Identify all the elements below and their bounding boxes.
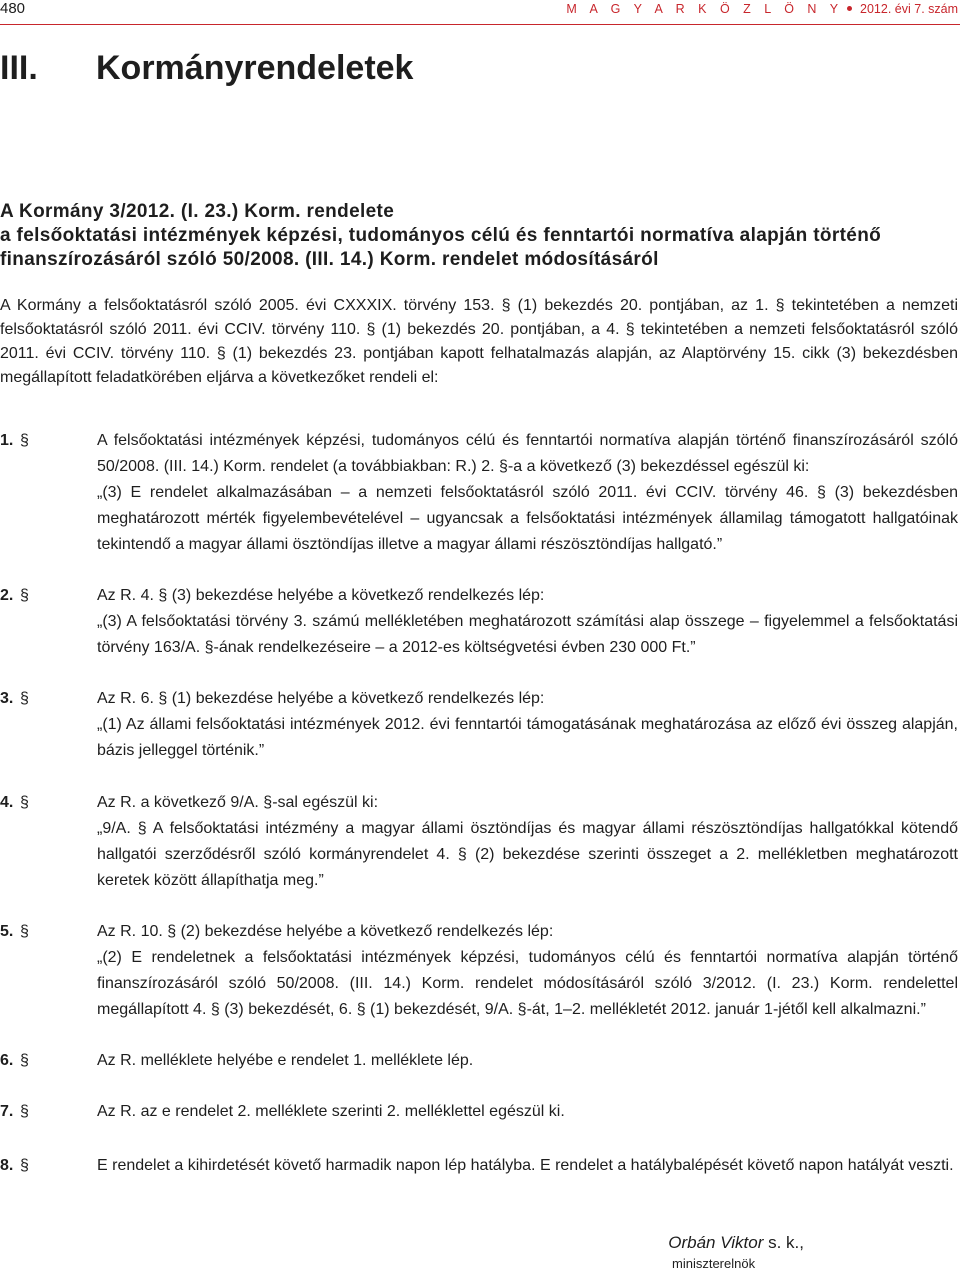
section-body xyxy=(97,583,958,661)
section-paragraph: „(3) A felsőoktatási törvény 3. számú mellékletében meghatározott számítási alap összege – figyelemmel a felsőoktatási törvény 163/A. §-ának rendelkezéseire – a 2012-es költségvetési évben 230 000 Ft.” xyxy=(97,613,958,656)
section-paragraph: Az R. a következő 9/A. §-sal egészül ki: xyxy=(97,794,379,811)
issue-number: 2012. évi 7. szám xyxy=(860,2,958,16)
section-sign: § xyxy=(20,794,29,811)
section-paragraph: A felsőoktatási intézmények képzési, tudományos célú és fenntartói normatíva alapján történő finanszírozásáról szóló 50/2008. (III. 14.) Korm. rendelet (a továbbiakban: R.) 2. §-a a következő (3) bekezdéssel egészül ki: xyxy=(97,432,958,475)
section-paragraph: Az R. 10. § (2) bekezdése helyébe a következő rendelkezés lép: xyxy=(97,923,554,940)
section-number: 6. xyxy=(0,1052,14,1069)
section-paragraph: „(1) Az állami felsőoktatási intézmények 2012. évi fenntartói támogatásának meghatározása az előző évi összeg alapján, bázis jelleggel történik.” xyxy=(97,716,958,759)
section-2 xyxy=(0,583,958,661)
section-sign: § xyxy=(20,1157,29,1174)
journal-title xyxy=(566,0,958,18)
section-body xyxy=(97,1153,958,1179)
section-4 xyxy=(0,790,958,894)
section-body xyxy=(97,1048,958,1074)
section-1 xyxy=(0,428,958,558)
decree-title-line: A Kormány 3/2012. (I. 23.) Korm. rendelete xyxy=(0,201,395,222)
section-number: 4. xyxy=(0,794,14,811)
section-paragraph: „(2) E rendeletnek a felsőoktatási intézmények képzési, tudományos célú és fenntartói normatíva alapján történő finanszírozásáról szóló 50/2008. (III. 14.) Korm. rendelet módosításáról szóló 3/2012. (I. 23.) Korm. rendelettel megállapított 4. § (3) bekezdését, 6. § (1) bekezdését, 9/A. §-át, 1–2. mellékletét 2012. január 1-jétől kell alkalmazni.” xyxy=(97,949,958,1018)
section-number: 3. xyxy=(0,690,14,707)
section-8 xyxy=(0,1153,958,1179)
section-3 xyxy=(0,686,958,764)
section-number: 2. xyxy=(0,587,14,604)
section-body xyxy=(97,790,958,894)
section-paragraph: Az R. 4. § (3) bekezdése helyébe a következő rendelkezés lép: xyxy=(97,587,545,604)
section-number: 8. xyxy=(0,1157,14,1174)
signer-name: Orbán Viktor xyxy=(668,1233,764,1252)
decree-title xyxy=(0,200,960,272)
section-body xyxy=(97,1099,958,1125)
signer-role: miniszterelnök xyxy=(672,1256,756,1271)
section-body xyxy=(97,686,958,764)
section-7 xyxy=(0,1099,958,1125)
section-sign: § xyxy=(20,587,29,604)
section-paragraph: Az R. 6. § (1) bekezdése helyébe a következő rendelkezés lép: xyxy=(97,690,545,707)
chapter-title: Kormányrendeletek xyxy=(96,49,414,87)
chapter-heading xyxy=(0,44,960,92)
decree-title-line: a felsőoktatási intézmények képzési, tudományos célú és fenntartói normatíva alapján történő xyxy=(0,225,882,246)
section-6 xyxy=(0,1048,958,1074)
section-number: 1. xyxy=(0,432,14,449)
section-paragraph: Az R. melléklete helyébe e rendelet 1. melléklete lép. xyxy=(97,1052,474,1069)
section-paragraph: „(3) E rendelet alkalmazásában – a nemzeti felsőoktatásról szóló 2011. évi CCIV. törvény 46. § (3) bekezdésben meghatározott mérték figyelembevételével – ugyancsak a felsőoktatási intézmények államilag támogatott hallgatóinak tekintendő a magyar állami ösztöndíjas illetve a magyar állami részösztöndíjas hallgató.” xyxy=(97,484,958,553)
section-sign: § xyxy=(20,923,29,940)
running-header xyxy=(0,0,960,24)
signature xyxy=(668,1232,804,1254)
section-sign: § xyxy=(20,432,29,449)
bullet-dot-icon xyxy=(847,6,852,11)
chapter-number: III. xyxy=(0,49,38,87)
page-number: 480 xyxy=(0,0,26,17)
section-number: 5. xyxy=(0,923,14,940)
header-rule xyxy=(0,24,960,25)
section-sign: § xyxy=(20,1052,29,1069)
section-5 xyxy=(0,919,958,1023)
section-paragraph: E rendelet a kihirdetését követő harmadik napon lép hatályba. E rendelet a hatálybalépését követő napon hatályát veszti. xyxy=(97,1157,954,1174)
section-number: 7. xyxy=(0,1103,14,1120)
preamble: A Kormány a felsőoktatásról szóló 2005. évi CXXXIX. törvény 153. § (1) bekezdés 20. pontjában, az 1. § tekintetében a nemzeti felsőoktatásról szóló 2011. évi CCIV. törvény 110. § (1) bekezdés 20. pontjában, a 4. § tekintetében a nemzeti felsőoktatásról szóló 2011. évi CCIV. törvény 110. § (1) bekezdés 23. pontjában kapott felhatalmazás alapján, az Alaptörvény 15. cikk (3) bekezdésben megállapított feladatkörében eljárva a következőket rendeli el: xyxy=(0,297,958,386)
section-sign: § xyxy=(20,690,29,707)
section-paragraph: „9/A. § A felsőoktatási intézmény a magyar állami ösztöndíjas és magyar állami részösztöndíjas hallgatókkal kötendő hallgatói szerződésről szóló kormányrendelet 4. § (2) bekezdése szerinti összeget a 2. mellékletben meghatározott keretek között állapíthatja meg.” xyxy=(97,820,958,889)
journal-name: M A G Y A R K Ö Z L Ö N Y xyxy=(566,2,844,16)
section-body xyxy=(97,428,958,558)
decree-title-line: finanszírozásáról szóló 50/2008. (III. 14.) Korm. rendelet módosításáról xyxy=(0,249,659,270)
signer-suffix: s. k., xyxy=(763,1233,804,1252)
section-sign: § xyxy=(20,1103,29,1120)
section-body xyxy=(97,919,958,1023)
section-paragraph: Az R. az e rendelet 2. melléklete szerinti 2. melléklettel egészül ki. xyxy=(97,1103,565,1120)
